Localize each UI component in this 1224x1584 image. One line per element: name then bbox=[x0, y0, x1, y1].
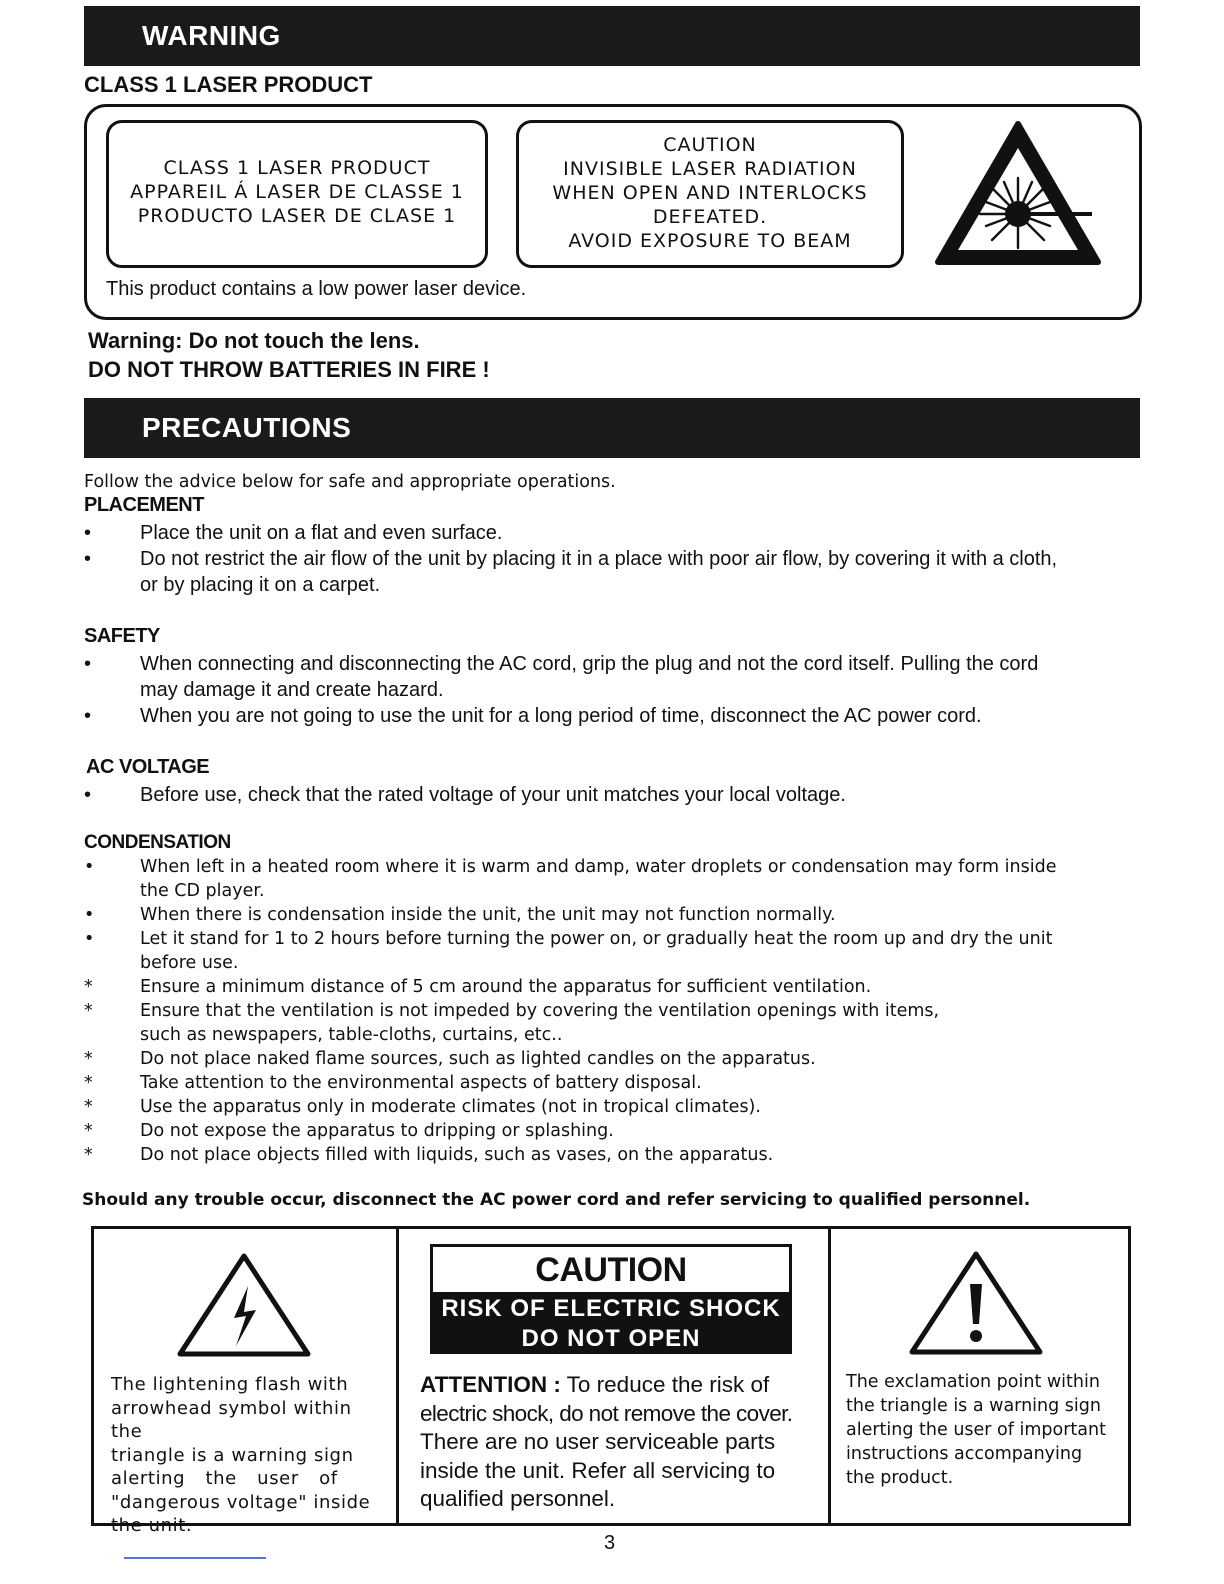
caution-shock-banner bbox=[433, 1292, 789, 1354]
caution-label-line: WHEN OPEN AND INTERLOCKS bbox=[552, 182, 868, 204]
laser-caution-label bbox=[516, 120, 904, 268]
condensation-line: Do not place objects filled with liquids, such as vases, on the apparatus. bbox=[140, 1145, 774, 1165]
condensation-line: Do not place naked flame sources, such as lighted candles on the apparatus. bbox=[140, 1049, 816, 1069]
bullet-marker: • bbox=[84, 784, 92, 806]
laser-class-label bbox=[106, 120, 488, 268]
laser-label-line: PRODUCTO LASER DE CLASE 1 bbox=[137, 205, 457, 227]
condensation-line: Ensure that the ventilation is not impeded by covering the ventilation openings with items, bbox=[140, 1001, 940, 1021]
description-line: The exclamation point within bbox=[846, 1372, 1100, 1392]
caution-shock-line2: DO NOT OPEN bbox=[521, 1325, 701, 1352]
condensation-line: Use the apparatus only in moderate climates (not in tropical climates). bbox=[140, 1097, 761, 1117]
condensation-title: CONDENSATION bbox=[84, 832, 231, 853]
attention-text bbox=[420, 1371, 820, 1514]
placement-item: Do not restrict the air flow of the unit by placing it in a place with poor air flow, by covering it with a cloth, bbox=[140, 548, 1058, 570]
attention-line: There are no user serviceable parts bbox=[420, 1429, 776, 1454]
description-line: instructions accompanying bbox=[846, 1444, 1083, 1464]
battery-warning: DO NOT THROW BATTERIES IN FIRE ! bbox=[88, 357, 490, 382]
footer-rule bbox=[124, 1557, 266, 1559]
bullet-marker: • bbox=[84, 929, 95, 949]
precautions-intro: Follow the advice below for safe and appropriate operations. bbox=[84, 472, 616, 492]
description-line: triangle is a warning sign bbox=[111, 1444, 354, 1466]
bullet-marker: • bbox=[84, 653, 92, 675]
star-marker: * bbox=[84, 1049, 93, 1069]
attention-line: To reduce the risk of bbox=[560, 1372, 770, 1397]
condensation-line: Let it stand for 1 to 2 hours before turning the power on, or gradually heat the room up and dry the unit bbox=[140, 929, 1053, 949]
safety-item: When connecting and disconnecting the AC cord, grip the plug and not the cord itself. Pulling the cord bbox=[140, 653, 1039, 675]
description-line: alerting the user of bbox=[111, 1468, 338, 1489]
condensation-line: Do not expose the apparatus to dripping or splashing. bbox=[140, 1121, 614, 1141]
laser-label-line: APPAREIL Á LASER DE CLASSE 1 bbox=[130, 181, 464, 203]
description-line: The lightening flash with bbox=[111, 1374, 349, 1395]
laser-note: This product contains a low power laser device. bbox=[106, 278, 527, 300]
attention-line: qualified personnel. bbox=[420, 1486, 616, 1511]
placement-title: PLACEMENT bbox=[84, 494, 204, 516]
exclamation-warning-icon bbox=[906, 1248, 1046, 1358]
condensation-line: When there is condensation inside the unit, the unit may not function normally. bbox=[140, 905, 836, 925]
bullet-marker: • bbox=[84, 522, 92, 544]
electric-shock-warning-icon bbox=[174, 1250, 314, 1360]
star-marker: * bbox=[84, 1145, 93, 1165]
bullet-marker: • bbox=[84, 905, 95, 925]
bullet-marker: • bbox=[84, 548, 92, 570]
bullet-marker: • bbox=[84, 857, 95, 877]
trouble-note: Should any trouble occur, disconnect the AC power cord and refer servicing to qualified personnel. bbox=[82, 1190, 1031, 1210]
laser-heading: CLASS 1 LASER PRODUCT bbox=[84, 72, 373, 97]
bullet-marker: • bbox=[84, 705, 92, 727]
description-line: alerting the user of important bbox=[846, 1420, 1106, 1440]
placement-item: or by placing it on a carpet. bbox=[140, 574, 381, 596]
condensation-line: such as newspapers, table-cloths, curtains, etc.. bbox=[140, 1025, 563, 1045]
condensation-line: Take attention to the environmental aspects of battery disposal. bbox=[140, 1073, 702, 1093]
star-marker: * bbox=[84, 977, 93, 997]
caution-shock-line1: RISK OF ELECTRIC SHOCK bbox=[441, 1295, 781, 1322]
star-marker: * bbox=[84, 1121, 93, 1141]
precautions-banner-title: PRECAUTIONS bbox=[142, 412, 352, 443]
caution-label-line: CAUTION bbox=[663, 134, 757, 156]
caution-shock-label bbox=[430, 1244, 792, 1354]
placement-item: Place the unit on a flat and even surface. bbox=[140, 522, 503, 544]
description-line: the unit. bbox=[111, 1515, 193, 1536]
description-line: "dangerous voltage" inside bbox=[111, 1491, 371, 1513]
caution-label-line: DEFEATED. bbox=[652, 206, 768, 228]
safety-item: may damage it and create hazard. bbox=[140, 679, 444, 701]
star-marker: * bbox=[84, 1073, 93, 1093]
attention-label: ATTENTION : bbox=[420, 1372, 561, 1397]
laser-label-line: CLASS 1 LASER PRODUCT bbox=[163, 157, 431, 179]
attention-line: inside the unit. Refer all servicing to bbox=[420, 1457, 776, 1483]
caution-label-line: AVOID EXPOSURE TO BEAM bbox=[568, 230, 852, 252]
description-line: the product. bbox=[846, 1468, 954, 1488]
column-divider bbox=[396, 1229, 399, 1523]
ac-voltage-item: Before use, check that the rated voltage of your unit matches your local voltage. bbox=[140, 784, 846, 806]
page-number: 3 bbox=[604, 1532, 616, 1554]
safety-item: When you are not going to use the unit for a long period of time, disconnect the AC power cord. bbox=[140, 705, 982, 727]
column-divider bbox=[828, 1229, 831, 1523]
attention-line: electric shock, do not remove the cover. bbox=[420, 1400, 793, 1426]
description-line: arrowhead symbol within the bbox=[111, 1397, 352, 1442]
lightning-description bbox=[111, 1373, 376, 1538]
warning-banner-title: WARNING bbox=[142, 20, 281, 51]
warning-banner bbox=[84, 6, 1140, 66]
lens-warning: Warning: Do not touch the lens. bbox=[88, 328, 420, 353]
ac-voltage-title: AC VOLTAGE bbox=[86, 756, 210, 778]
precautions-banner bbox=[84, 398, 1140, 458]
caution-shock-title: CAUTION bbox=[535, 1251, 687, 1289]
description-line: the triangle is a warning sign bbox=[846, 1396, 1101, 1416]
condensation-line: the CD player. bbox=[140, 881, 265, 901]
exclamation-description bbox=[846, 1370, 1116, 1490]
star-marker: * bbox=[84, 1001, 93, 1021]
laser-warning-icon bbox=[932, 118, 1104, 270]
star-marker: * bbox=[84, 1097, 93, 1117]
condensation-line: before use. bbox=[140, 953, 239, 973]
caution-label-line: INVISIBLE LASER RADIATION bbox=[563, 158, 857, 180]
safety-title: SAFETY bbox=[84, 625, 160, 647]
condensation-line: When left in a heated room where it is warm and damp, water droplets or condensation may form inside bbox=[140, 857, 1057, 877]
condensation-line: Ensure a minimum distance of 5 cm around the apparatus for sufficient ventilation. bbox=[140, 977, 872, 997]
